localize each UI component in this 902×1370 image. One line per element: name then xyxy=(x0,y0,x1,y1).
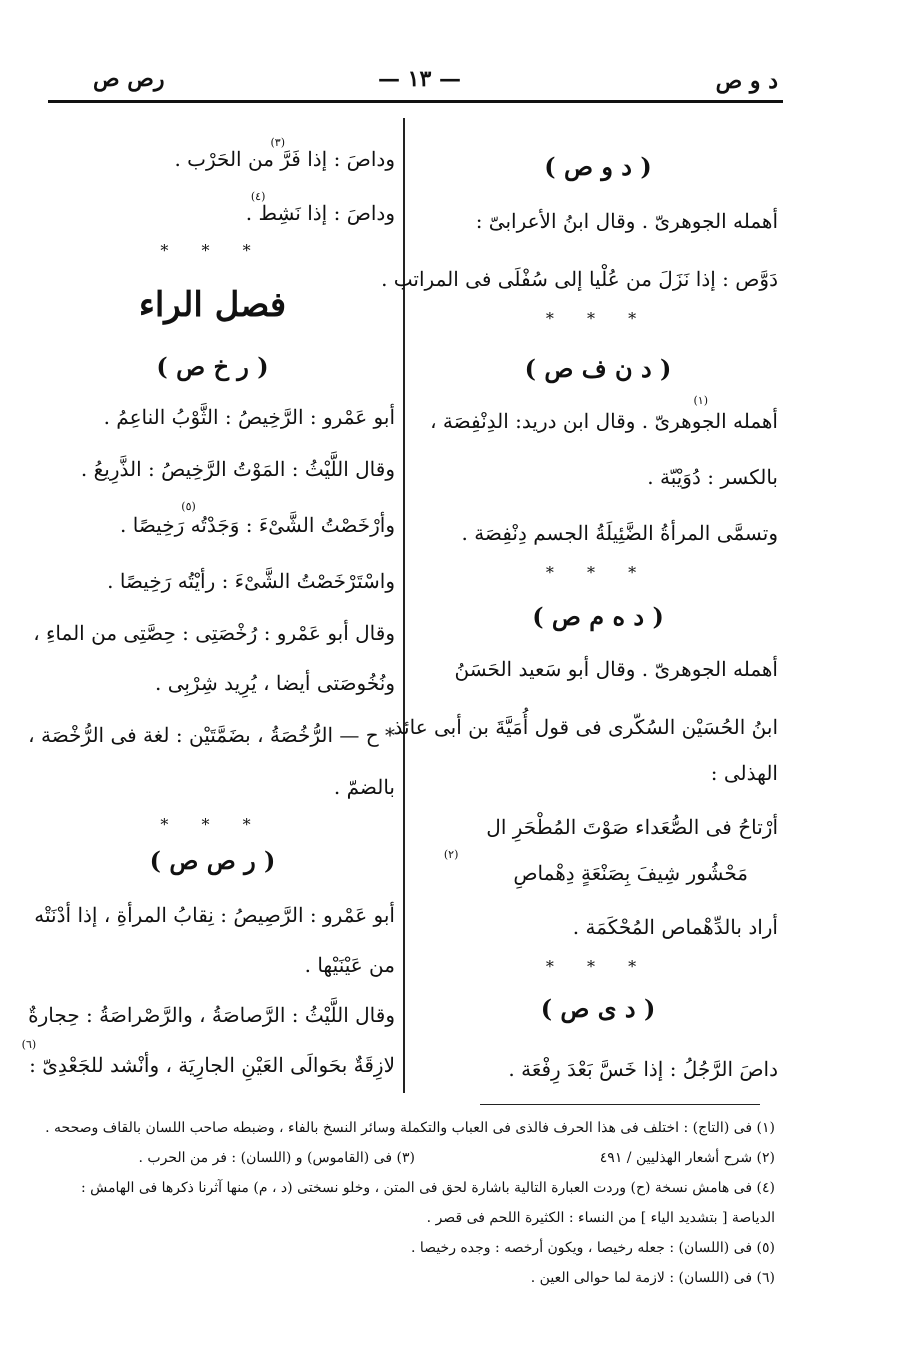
text-line: * ح — الرُّخُصَةُ ، بضَمَّتَيْن : لغة فى الرُّخْصَة ، xyxy=(28,723,395,747)
header-root-right: د و ص xyxy=(715,68,778,94)
verse-line: مَحْشُور شِيفَ بِصَنْعَةٍ دِهْماصِ xyxy=(513,861,748,885)
text-line: داصَ الرَّجُلُ : إذا خَسَّ بَعْدَ رِفْعَة . xyxy=(508,1057,778,1081)
footnote-rule xyxy=(480,1104,760,1105)
text-line-content: أهمله الجوهرىّ . وقال ابن دريد: الدِنْفِصَة ، xyxy=(430,409,778,433)
text-line: أهمله الجوهرىّ . وقال أبو سَعيد الحَسَنُ xyxy=(454,657,778,681)
text-line: وأرْخَصْتُ الشَّىْءَ : وَجَدْتُه رَخِيصًا . xyxy=(120,513,395,537)
entry-heading: ( د ه م ص ) xyxy=(532,602,664,631)
entry-heading: ( د ن ف ص ) xyxy=(524,354,672,383)
footnote-marker: (٦) xyxy=(21,1038,37,1051)
text-line: لازِقَةٌ بحَوالَى العَيْنِ الجارِيَة ، وأنْشد للجَعْدِىّ : xyxy=(29,1053,395,1077)
text-line: واسْتَرْخَصْتُ الشَّىْءَ : رأيْتُه رَخِيصًا . xyxy=(107,569,395,593)
text-line: أبو عَمْرو : الرَّخِيصُ : الثَّوْبُ الناعِمُ . xyxy=(103,405,395,429)
text-line: ونُخُوصَتى أيضا ، يُرِيد شِرْبِى . xyxy=(154,671,395,695)
text-line xyxy=(430,407,778,435)
footnote: (٤) فى هامش نسخة (ح) وردت العبارة التالية باشارة لحق فى المتن ، وخلو نسختى (د ، م) منها آثرنا ذكرها فى الهامش : xyxy=(80,1180,775,1196)
footnote: (٢) شرح أشعار الهذليين / ٤٩١ xyxy=(599,1150,775,1166)
text-line: أهمله الجوهرىّ . وقال ابنُ الأعرابىّ : xyxy=(475,209,778,233)
entry-heading: ( د و ص ) xyxy=(544,152,652,181)
text-line: وقال اللَّيْثُ : المَوْتُ الرَّخِيصُ : الذَّرِيعُ . xyxy=(80,457,395,481)
footnote: (٦) فى (اللسان) : لازمة لما حوالى العين . xyxy=(530,1270,775,1286)
text-line: دَوَّص : إذا نَزَلَ من عُلْيا إلى سُفْلَى فى المراتب . xyxy=(381,267,778,291)
footnote-marker: (٢) xyxy=(443,848,459,861)
footnote-marker: (٣) xyxy=(270,136,285,149)
text-line: أراد بالدِّهْماص المُحْكَمَة . xyxy=(572,915,778,939)
text-line: بالضمّ . xyxy=(333,775,395,799)
footnote: (٣) فى (القاموس) و (اللسان) : فر من الحرب . xyxy=(138,1150,415,1166)
footnote: الدياصة [ بتشديد الياء ] من النساء : الكثيرة اللحم فى قصر . xyxy=(426,1210,775,1226)
text-line: وداصَ : إذا فَرَّ من الحَرْب . xyxy=(174,147,395,171)
text-line: ابنُ الحُسَيْن السُكّرى فى قول أُمَيَّةَ بن أبى عائذ xyxy=(393,715,778,739)
footnote: (٥) فى (اللسان) : جعله رخيصا ، ويكون أرخصه : وجده رخيصا . xyxy=(411,1240,775,1256)
section-stars: * * * xyxy=(545,957,651,976)
entry-heading: ( د ى ص ) xyxy=(540,994,656,1023)
footnote: (١) فى (التاج) : اختلف فى هذا الحرف فالذى فى العباب والتكملة وسائر النسخ بالفاء ، وضبطه صاحب اللسان بالقاف وصححه . xyxy=(45,1120,775,1136)
entry-heading: ( ر ص ص ) xyxy=(149,846,276,875)
footnote-marker: (٤) xyxy=(250,190,266,203)
right-column xyxy=(381,125,778,1081)
text-line: وقال أبو عَمْرو : رُخْصَتِى : حِصَّتِى من الماءِ ، xyxy=(33,621,395,645)
left-column xyxy=(21,125,395,1077)
footnote-marker: (١) xyxy=(693,394,708,407)
header-root-left: رص ص xyxy=(93,66,165,92)
section-stars: * * * xyxy=(545,309,651,328)
section-stars: * * * xyxy=(160,815,265,834)
page-number: — ١٣ — xyxy=(378,66,461,92)
header-rule xyxy=(48,100,783,103)
verse-line: أرْتاحُ فى الصُّعَداء صَوْتَ المُطْحَرِ ال xyxy=(486,815,778,839)
chapter-title: فصل الراء xyxy=(138,285,287,325)
section-stars: * * * xyxy=(160,241,265,260)
text-line: من عَيْنَيْها . xyxy=(304,953,395,977)
footnote-marker: (٥) xyxy=(181,500,196,513)
text-line: وقال اللَّيْثُ : الرَّصاصَةُ ، والرَّصْراصَةُ : حِجارةٌ xyxy=(28,1003,395,1027)
text-line: الهذلى : xyxy=(710,761,778,785)
section-stars: * * * xyxy=(545,563,651,582)
text-line: وداصَ : إذا نَشِط . xyxy=(245,201,395,225)
text-line: وتسمَّى المرأةُ الضَّئِيلَةُ الجسم دِنْفِصَة . xyxy=(461,521,778,545)
text-line: أبو عَمْرو : الرَّصِيصُ : نِقابُ المرأةِ ، إذا أدْنَتْه xyxy=(34,903,395,927)
text-line: بالكسر : دُوَيْبّة . xyxy=(647,465,778,489)
entry-heading: ( ر خ ص ) xyxy=(156,352,269,381)
